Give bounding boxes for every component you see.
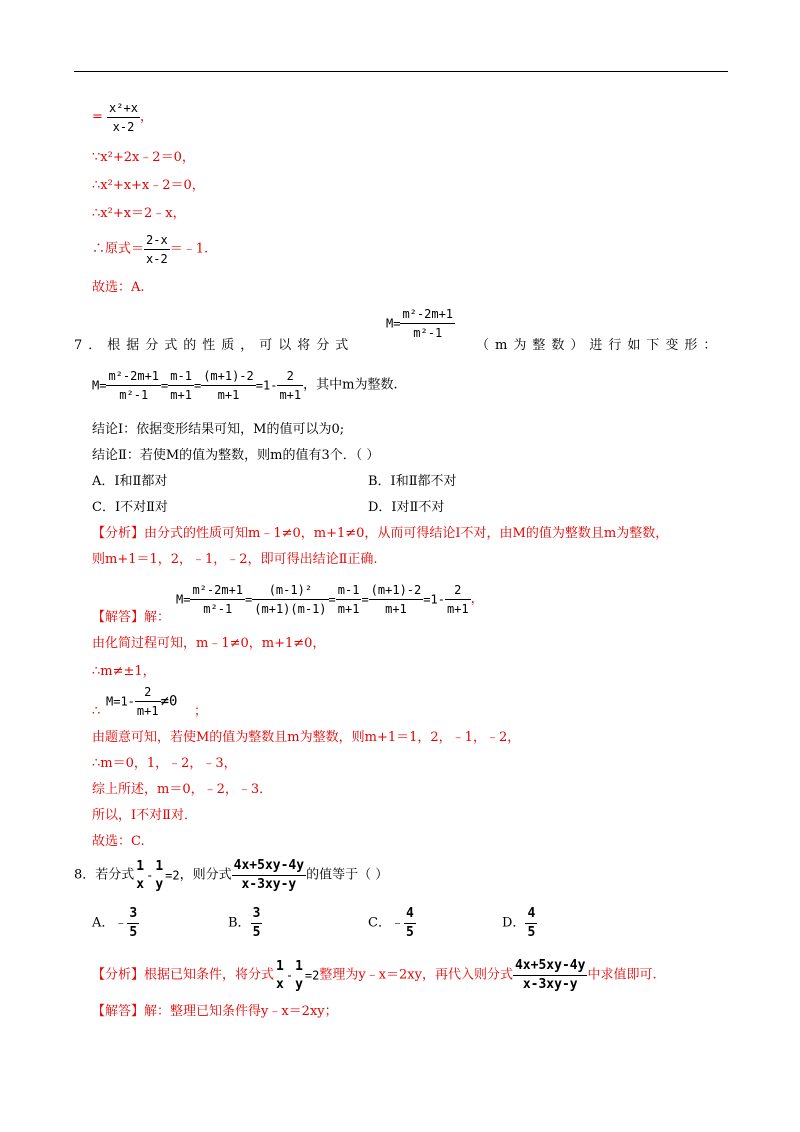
fraction (251, 906, 263, 941)
q7-solution-3-end: ； (194, 704, 208, 719)
text: ， (470, 591, 484, 607)
fraction (445, 582, 471, 617)
q7-stem-tail: （m为整数）进行如下变形： (476, 338, 723, 353)
q6-line-3: ∴x²+x＝2﹣x， (92, 206, 186, 221)
fraction (127, 906, 139, 941)
text: ，其中m为整数. (303, 377, 398, 393)
q7-solution-1: 由化简过程可知，m﹣1≠0，m+1≠0， (92, 636, 326, 651)
q6-line-4 (92, 232, 208, 267)
text: =2 (304, 968, 320, 983)
text: ≠0 (160, 693, 178, 710)
numerator: 2 (135, 684, 161, 702)
fraction (404, 906, 416, 941)
numerator: 2 (277, 368, 303, 386)
q8-option-c[interactable] (368, 906, 416, 941)
sign: ﹣ (390, 915, 404, 931)
q7-solution-6: 综上所述，m＝0，﹣2，﹣3． (92, 782, 273, 797)
text: =2 (165, 868, 180, 883)
denominator: 5 (527, 925, 536, 940)
q8-solution: 【解答】解：整理已知条件得y﹣x＝2xy； (92, 1004, 338, 1019)
q7-stem: 7．根据分式的性质，可以将分式 (74, 338, 355, 353)
q7-derivation: M= $\frac{\text{m²-2m+1}}{\text{m²-1}}$ = $\frac{m-1}{m+1}$ = $\frac{(m+1)-2}{m+1}$ =1- $\frac{2}{m+1}$ ，其中m为整数. (92, 369, 398, 402)
denominator: x-3xy-y (522, 977, 578, 992)
label: B． (228, 915, 251, 931)
q8-stem: 8．若分式 1 x - 1 y =2，则分式 $\frac{4x+5xy-4y}{x-3xy-y}$ 的值等于（ ） (74, 858, 389, 892)
q7-m-fraction (386, 306, 455, 341)
q7-conclusion-2: 结论Ⅱ：若使M的值为整数，则m的值有3个．（ ） (92, 448, 380, 463)
q8-option-d[interactable] (502, 906, 537, 941)
denominator: m²-1 (203, 602, 233, 616)
q7-solution-5: ∴m＝0，1，﹣2，﹣3， (92, 756, 237, 771)
text: =1- (255, 378, 278, 393)
q7-analysis-1: 【分析】由分式的性质可知m﹣1≠0，m+1≠0，从而可得结论Ⅰ不对，由M的值为整数且m为整数， (92, 526, 669, 541)
text: M=1- (106, 694, 135, 709)
fraction (252, 582, 328, 617)
q7-solution-3-expr (106, 684, 177, 719)
numerator: 1 (155, 858, 164, 874)
q8-analysis: 【分析】根据已知条件，将分式 1 x - 1 y =2整理为y﹣x＝2xy，再代入则分式 $\frac{4x+5xy-4y}{x-3xy-y}$ 中求值即可. (92, 958, 657, 992)
q7-solution-label: 【解答】解： (92, 610, 171, 625)
q7-solution-4: 由题意可知，若使M的值为整数且m为整数，则m+1＝1，2，﹣1，﹣2， (92, 730, 521, 745)
q6-answer: 故选：A. (92, 280, 145, 295)
numerator: (m-1)² (252, 582, 328, 600)
numerator: x²+x (107, 100, 140, 118)
fraction (144, 232, 170, 267)
q7-option-c[interactable]: C．Ⅰ不对Ⅱ对 (92, 500, 168, 515)
m-label: M= (386, 316, 401, 331)
header-rule (74, 71, 728, 72)
denominator: 5 (252, 925, 261, 940)
q7-solution-3-prefix: ∴ (92, 704, 101, 719)
denominator: x (136, 876, 145, 892)
fraction (293, 959, 305, 993)
denominator: m+1 (170, 388, 192, 402)
denominator: m+1 (385, 602, 407, 616)
q6-fraction-line (92, 100, 153, 135)
numerator: m-1 (168, 368, 194, 386)
fraction (153, 859, 165, 893)
q8-option-b[interactable] (228, 906, 262, 941)
numerator: 4x+5xy-4y (513, 958, 587, 976)
denominator: m+1 (446, 602, 469, 616)
denominator: m²-1 (119, 388, 149, 402)
text: 【分析】根据已知条件，将分式 (92, 967, 275, 983)
denominator: x-3xy-y (241, 877, 297, 892)
q7-option-b[interactable]: B．Ⅰ和Ⅱ都不对 (368, 474, 457, 489)
numerator: 2-x (144, 232, 170, 250)
q7-analysis-2: 则m+1＝1，2，﹣1，﹣2，即可得出结论Ⅱ正确. (92, 552, 378, 567)
fraction (525, 906, 537, 941)
fraction (201, 368, 256, 403)
numerator: 3 (129, 906, 138, 921)
label: C． (368, 915, 391, 931)
fraction (513, 958, 587, 993)
fraction (336, 582, 362, 617)
numerator: m²-2m+1 (400, 306, 455, 324)
fraction (135, 684, 161, 719)
denominator: x-2 (146, 252, 168, 266)
denominator: y (155, 876, 164, 892)
q7-solution-2: ∴m≠±1， (92, 664, 156, 679)
fraction (106, 368, 161, 403)
numerator: m²-2m+1 (106, 368, 161, 386)
q7-solution-derivation: M= $\frac{\text{m²-2m+1}}{\text{m²-1}}$ = $\frac{\text{(m-1)²}}{(m+1)(m-1)}$ = $\frac{m-1}{m+1}$ = $\frac{(m+1)-2}{m+1}$ =1- $\frac{2}{m+1}$ ， (176, 583, 484, 616)
denominator: 5 (405, 925, 414, 940)
denominator: x (276, 976, 284, 992)
numerator: 2 (445, 582, 471, 600)
q7-option-d[interactable]: D．Ⅰ对Ⅱ不对 (368, 500, 445, 515)
fraction (274, 959, 286, 993)
numerator: 1 (276, 958, 284, 974)
fraction (107, 100, 140, 135)
numerator: 3 (252, 906, 261, 921)
text: 8．若分式 (74, 867, 135, 883)
denominator: (m+1)(m-1) (254, 602, 327, 616)
q6-line-2: ∴x²+x+x﹣2＝0， (92, 178, 205, 193)
denominator: y (295, 976, 303, 992)
numerator: 1 (295, 958, 303, 974)
q7-answer: 故选：C. (92, 834, 145, 849)
numerator: 4 (405, 906, 414, 921)
numerator: m-1 (336, 582, 362, 600)
text: 中求值即可. (587, 967, 657, 983)
text: ，则分式 (179, 867, 232, 883)
numerator: m²-2m+1 (190, 582, 245, 600)
denominator: m+1 (279, 388, 302, 402)
text: 的值等于（ ） (306, 867, 389, 883)
denominator: m+1 (217, 388, 240, 402)
fraction (400, 306, 455, 341)
punct: ， (139, 109, 153, 125)
q7-solution-7: 所以，Ⅰ不对Ⅱ对． (92, 808, 197, 823)
q7-conclusion-1: 结论Ⅰ：依据变形结果可知，M的值可以为0; (92, 422, 345, 437)
q7-option-a[interactable]: A．Ⅰ和Ⅱ都对 (92, 474, 168, 489)
denominator: x-2 (112, 120, 135, 134)
numerator: 4x+5xy-4y (232, 858, 306, 876)
q6-line-1: ∵x²+2x﹣2＝0， (92, 150, 195, 165)
fraction (190, 582, 245, 617)
numerator: 1 (136, 858, 145, 874)
denominator: m²-1 (413, 326, 443, 340)
label: D． (502, 915, 526, 931)
q8-option-a[interactable] (92, 906, 139, 941)
denominator: 5 (129, 925, 138, 940)
text: ∴原式＝ (92, 241, 145, 257)
fraction (134, 859, 146, 893)
numerator: (m+1)-2 (369, 582, 424, 600)
fraction (277, 368, 303, 403)
text: 整理为y﹣x＝2xy，再代入则分式 (319, 967, 513, 983)
eq-sign: = (92, 109, 103, 125)
denominator: m+1 (337, 602, 360, 616)
numerator: 4 (527, 906, 536, 921)
fraction (369, 582, 424, 617)
label: A． (92, 915, 115, 931)
denominator: m+1 (136, 704, 159, 718)
sign: ﹣ (114, 915, 128, 931)
fraction (168, 368, 194, 403)
fraction (232, 858, 306, 893)
numerator: (m+1)-2 (201, 368, 256, 386)
text: ＝﹣1. (169, 241, 209, 257)
